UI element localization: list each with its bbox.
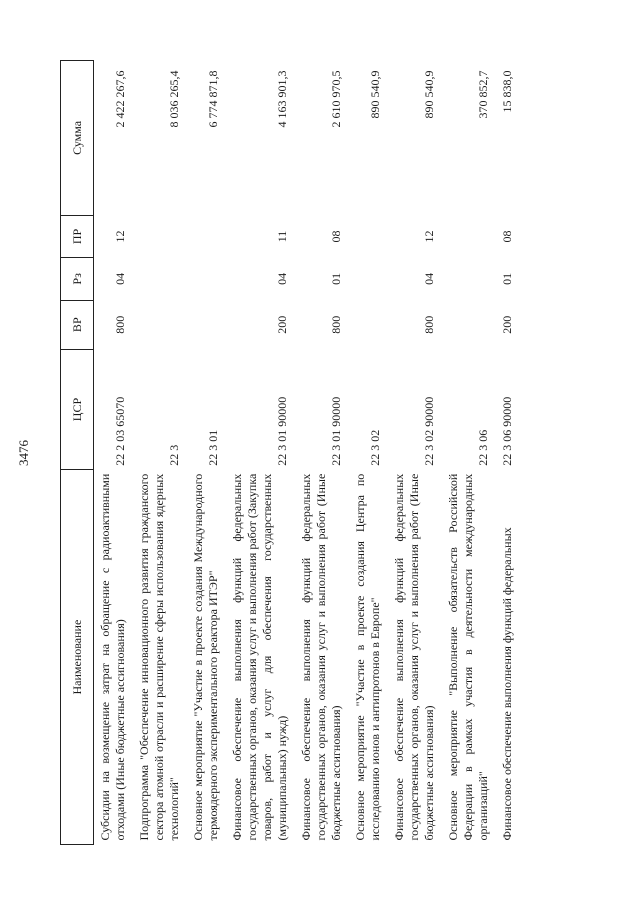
header-rz: Рз [61, 258, 94, 300]
row-name: Субсидии на возмещение затрат на обращение с радиоактивными отходами (Иные бюджетные ассигнования) [98, 473, 127, 841]
row-rz: 04 [422, 272, 436, 285]
row-vr: 800 [329, 315, 343, 334]
row-csr: 22 3 06 90000 [500, 396, 514, 466]
row-name: Подпрограмма "Обеспечение инновационного развития гражданского сектора атомной отрасли и расширение сферы использования ядерных технологий" [137, 473, 181, 841]
table-row [94, 61, 134, 845]
table-row [295, 61, 349, 845]
row-vr [349, 300, 388, 349]
table-row [388, 61, 442, 845]
header-sum: Сумма [61, 61, 94, 216]
row-name: Финансовое обеспечение выполнения функций федеральных государственных органов, оказания услуг и выполнения работ (Закупка товаров, работ и услуг для обеспечения государственных (муниципальных) нужд) [230, 473, 289, 841]
row-vr: 800 [113, 315, 127, 334]
row-pr: 08 [500, 230, 514, 243]
row-vr: 800 [422, 315, 436, 334]
row-rz: 04 [113, 272, 127, 285]
row-pr: 12 [422, 230, 436, 243]
row-name: Основное мероприятие "Участие в проекте создания Центра по исследованию ионов и антипротонов в Европе" [353, 473, 382, 841]
row-csr: 22 3 06 [476, 429, 490, 466]
row-rz [349, 258, 388, 300]
row-sum: 2 610 970,5 [329, 70, 343, 128]
row-name: Финансовое обеспечение выполнения функций федеральных [500, 527, 514, 841]
row-sum: 2 422 267,6 [113, 70, 127, 128]
row-vr: 200 [275, 315, 289, 334]
row-name: Финансовое обеспечение выполнения функций федеральных государственных органов, оказания услуг и выполнения работ (Иные бюджетные ассигнования) [392, 473, 436, 841]
row-rz: 04 [275, 272, 289, 285]
row-vr [133, 300, 187, 349]
row-name: Основное мероприятие "Выполнение обязательств Российской Федерации в рамках участия в деятельности международных организаций" [446, 473, 490, 841]
table-header-row [61, 61, 94, 845]
page-number: 3476 [16, 440, 31, 466]
header-name: Наименование [61, 470, 94, 845]
row-pr: 11 [275, 230, 289, 243]
table-row [442, 61, 496, 845]
row-rz [133, 258, 187, 300]
budget-table [60, 60, 520, 845]
row-vr [442, 300, 496, 349]
table-row [226, 61, 295, 845]
row-sum: 8 036 265,4 [167, 70, 181, 128]
row-csr: 22 3 01 90000 [329, 396, 343, 466]
row-csr: 22 3 01 90000 [275, 396, 289, 466]
row-sum: 890 540,9 [368, 70, 382, 119]
table-row [187, 61, 226, 845]
row-sum: 890 540,9 [422, 70, 436, 119]
table-row [496, 61, 520, 845]
row-sum: 15 838,0 [500, 70, 514, 113]
row-csr: 22 2 03 65070 [113, 396, 127, 466]
row-name: Финансовое обеспечение выполнения функций федеральных государственных органов, оказания услуг и выполнения работ (Иные бюджетные ассигнования) [299, 473, 343, 841]
table-row [349, 61, 388, 845]
row-pr: 12 [113, 230, 127, 243]
row-csr: 22 3 [167, 444, 181, 466]
row-pr [442, 215, 496, 257]
row-rz: 01 [500, 272, 514, 285]
row-pr: 08 [329, 230, 343, 243]
header-csr: ЦСР [61, 349, 94, 469]
row-csr: 22 3 02 [368, 429, 382, 466]
header-pr: ПР [61, 215, 94, 257]
row-rz: 01 [329, 272, 343, 285]
row-pr [133, 215, 187, 257]
row-sum: 4 163 901,3 [275, 70, 289, 128]
header-vr: ВР [61, 300, 94, 349]
row-vr [187, 300, 226, 349]
row-pr [187, 215, 226, 257]
row-rz [187, 258, 226, 300]
row-sum: 370 852,7 [476, 70, 490, 119]
row-name: Основное мероприятие "Участие в проекте создания Международного термоядерного экспериментального реактора ИТЭР" [191, 473, 220, 841]
row-rz [442, 258, 496, 300]
row-csr: 22 3 02 90000 [422, 396, 436, 466]
row-sum: 6 774 871,8 [206, 70, 220, 128]
row-pr [349, 215, 388, 257]
table-row [133, 61, 187, 845]
row-vr: 200 [500, 315, 514, 334]
row-csr: 22 3 01 [206, 429, 220, 466]
rotated-page-content [60, 60, 620, 845]
